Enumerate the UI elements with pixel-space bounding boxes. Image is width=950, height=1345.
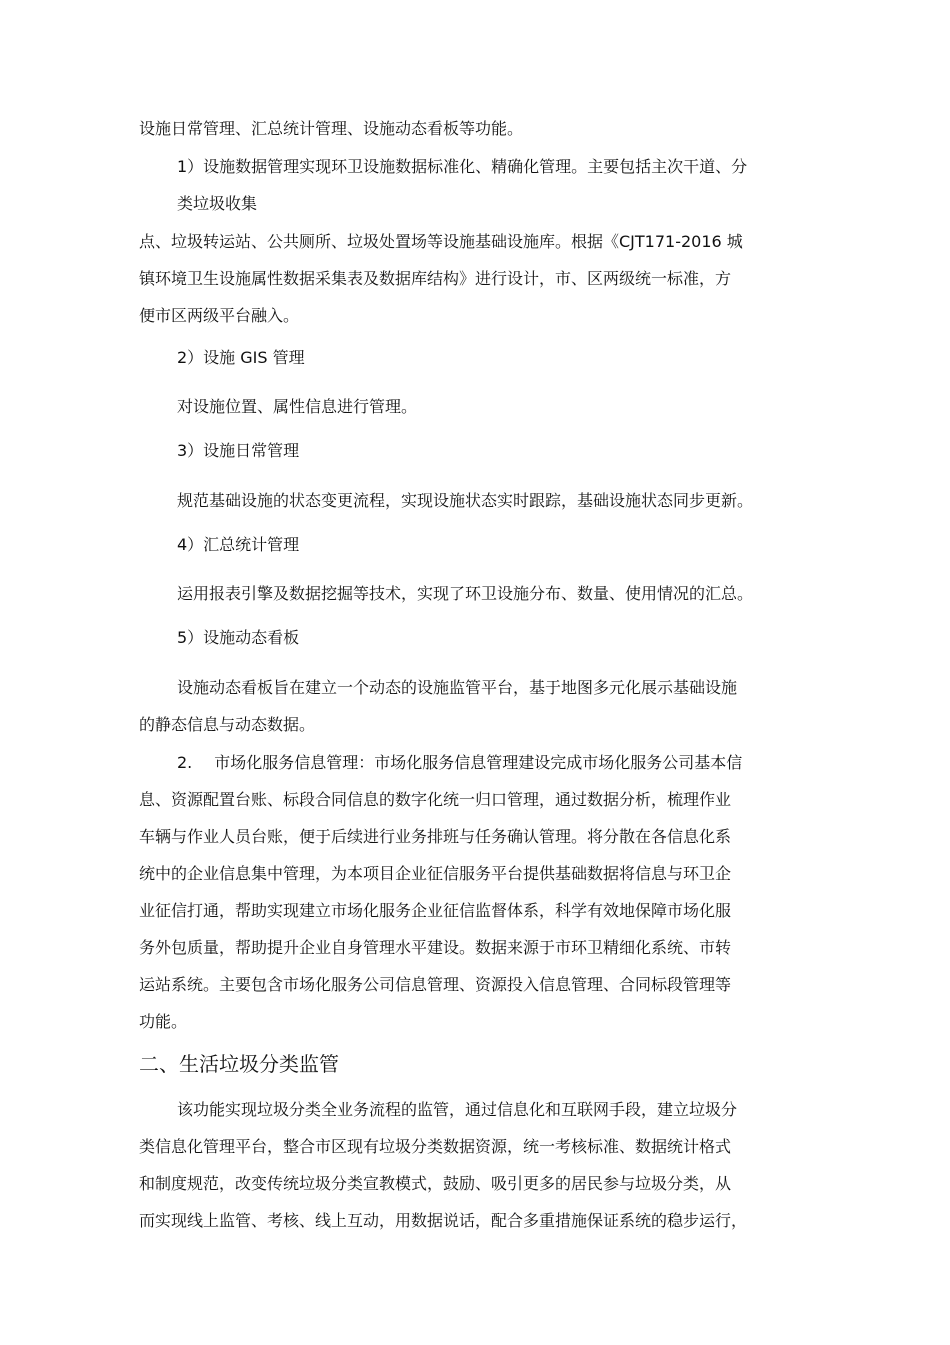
paragraph-line: 对设施位置、属性信息进行管理。 [177, 397, 418, 416]
list-item-4: 4）汇总统计管理 [177, 535, 300, 554]
paragraph-line: 运用报表引擎及数据挖掘等技术，实现了环卫设施分布、数量、使用情况的汇总。 [177, 584, 754, 603]
paragraph-line: 功能。 [139, 1012, 188, 1031]
paragraph-line: 设施动态看板旨在建立一个动态的设施监管平台，基于地图多元化展示基础设施 [177, 678, 738, 697]
numbered-paragraph-line [177, 753, 742, 773]
paragraph-line: 统中的企业信息集中管理，为本项目企业征信服务平台提供基础数据将信息与环卫企 [139, 864, 732, 883]
section-heading: 二、生活垃圾分类监管 [139, 1052, 339, 1076]
paragraph-line: 规范基础设施的状态变更流程，实现设施状态实时跟踪，基础设施状态同步更新。 [177, 491, 754, 510]
list-item-1-line: 1）设施数据管理实现环卫设施数据标准化、精确化管理。主要包括主次干道、分 [177, 157, 748, 176]
list-item-3: 3）设施日常管理 [177, 441, 300, 460]
paragraph-line: 类信息化管理平台，整合市区现有垃圾分类数据资源，统一考核标准、数据统计格式 [139, 1137, 732, 1156]
paragraph-line: 点、垃圾转运站、公共厕所、垃圾处置场等设施基础设施库。根据《CJT171-2016 城 [139, 232, 743, 251]
list-item-1-line: 类垃圾收集 [177, 194, 258, 213]
paragraph-line: 的静态信息与动态数据。 [139, 715, 316, 734]
paragraph-line: 务外包质量，帮助提升企业自身管理水平建设。数据来源于市环卫精细化系统、市转 [139, 938, 732, 957]
paragraph-line: 镇环境卫生设施属性数据采集表及数据库结构》进行设计，市、区两级统一标准，方 [139, 269, 732, 288]
paragraph-line: 业征信打通，帮助实现建立市场化服务企业征信监督体系，科学有效地保障市场化服 [139, 901, 732, 920]
paragraph-line: 而实现线上监管、考核、线上互动，用数据说话，配合多重措施保证系统的稳步运行， [139, 1211, 748, 1230]
paragraph-line: 设施日常管理、汇总统计管理、设施动态看板等功能。 [139, 119, 524, 138]
paragraph-text: 市场化服务信息管理：市场化服务信息管理建设完成市场化服务公司基本信 [214, 753, 743, 772]
paragraph-line: 该功能实现垃圾分类全业务流程的监管，通过信息化和互联网手段，建立垃圾分 [177, 1100, 738, 1119]
paragraph-line: 和制度规范，改变传统垃圾分类宣教模式，鼓励、吸引更多的居民参与垃圾分类，从 [139, 1174, 732, 1193]
paragraph-number: 2. [177, 753, 193, 772]
paragraph-line: 息、资源配置台账、标段合同信息的数字化统一归口管理，通过数据分析，梳理作业 [139, 790, 732, 809]
list-item-2: 2）设施 GIS 管理 [177, 348, 305, 367]
paragraph-line: 运站系统。主要包含市场化服务公司信息管理、资源投入信息管理、合同标段管理等 [139, 975, 732, 994]
paragraph-line: 车辆与作业人员台账，便于后续进行业务排班与任务确认管理。将分散在各信息化系 [139, 827, 732, 846]
list-item-5: 5）设施动态看板 [177, 628, 300, 647]
paragraph-line: 便市区两级平台融入。 [139, 306, 300, 325]
